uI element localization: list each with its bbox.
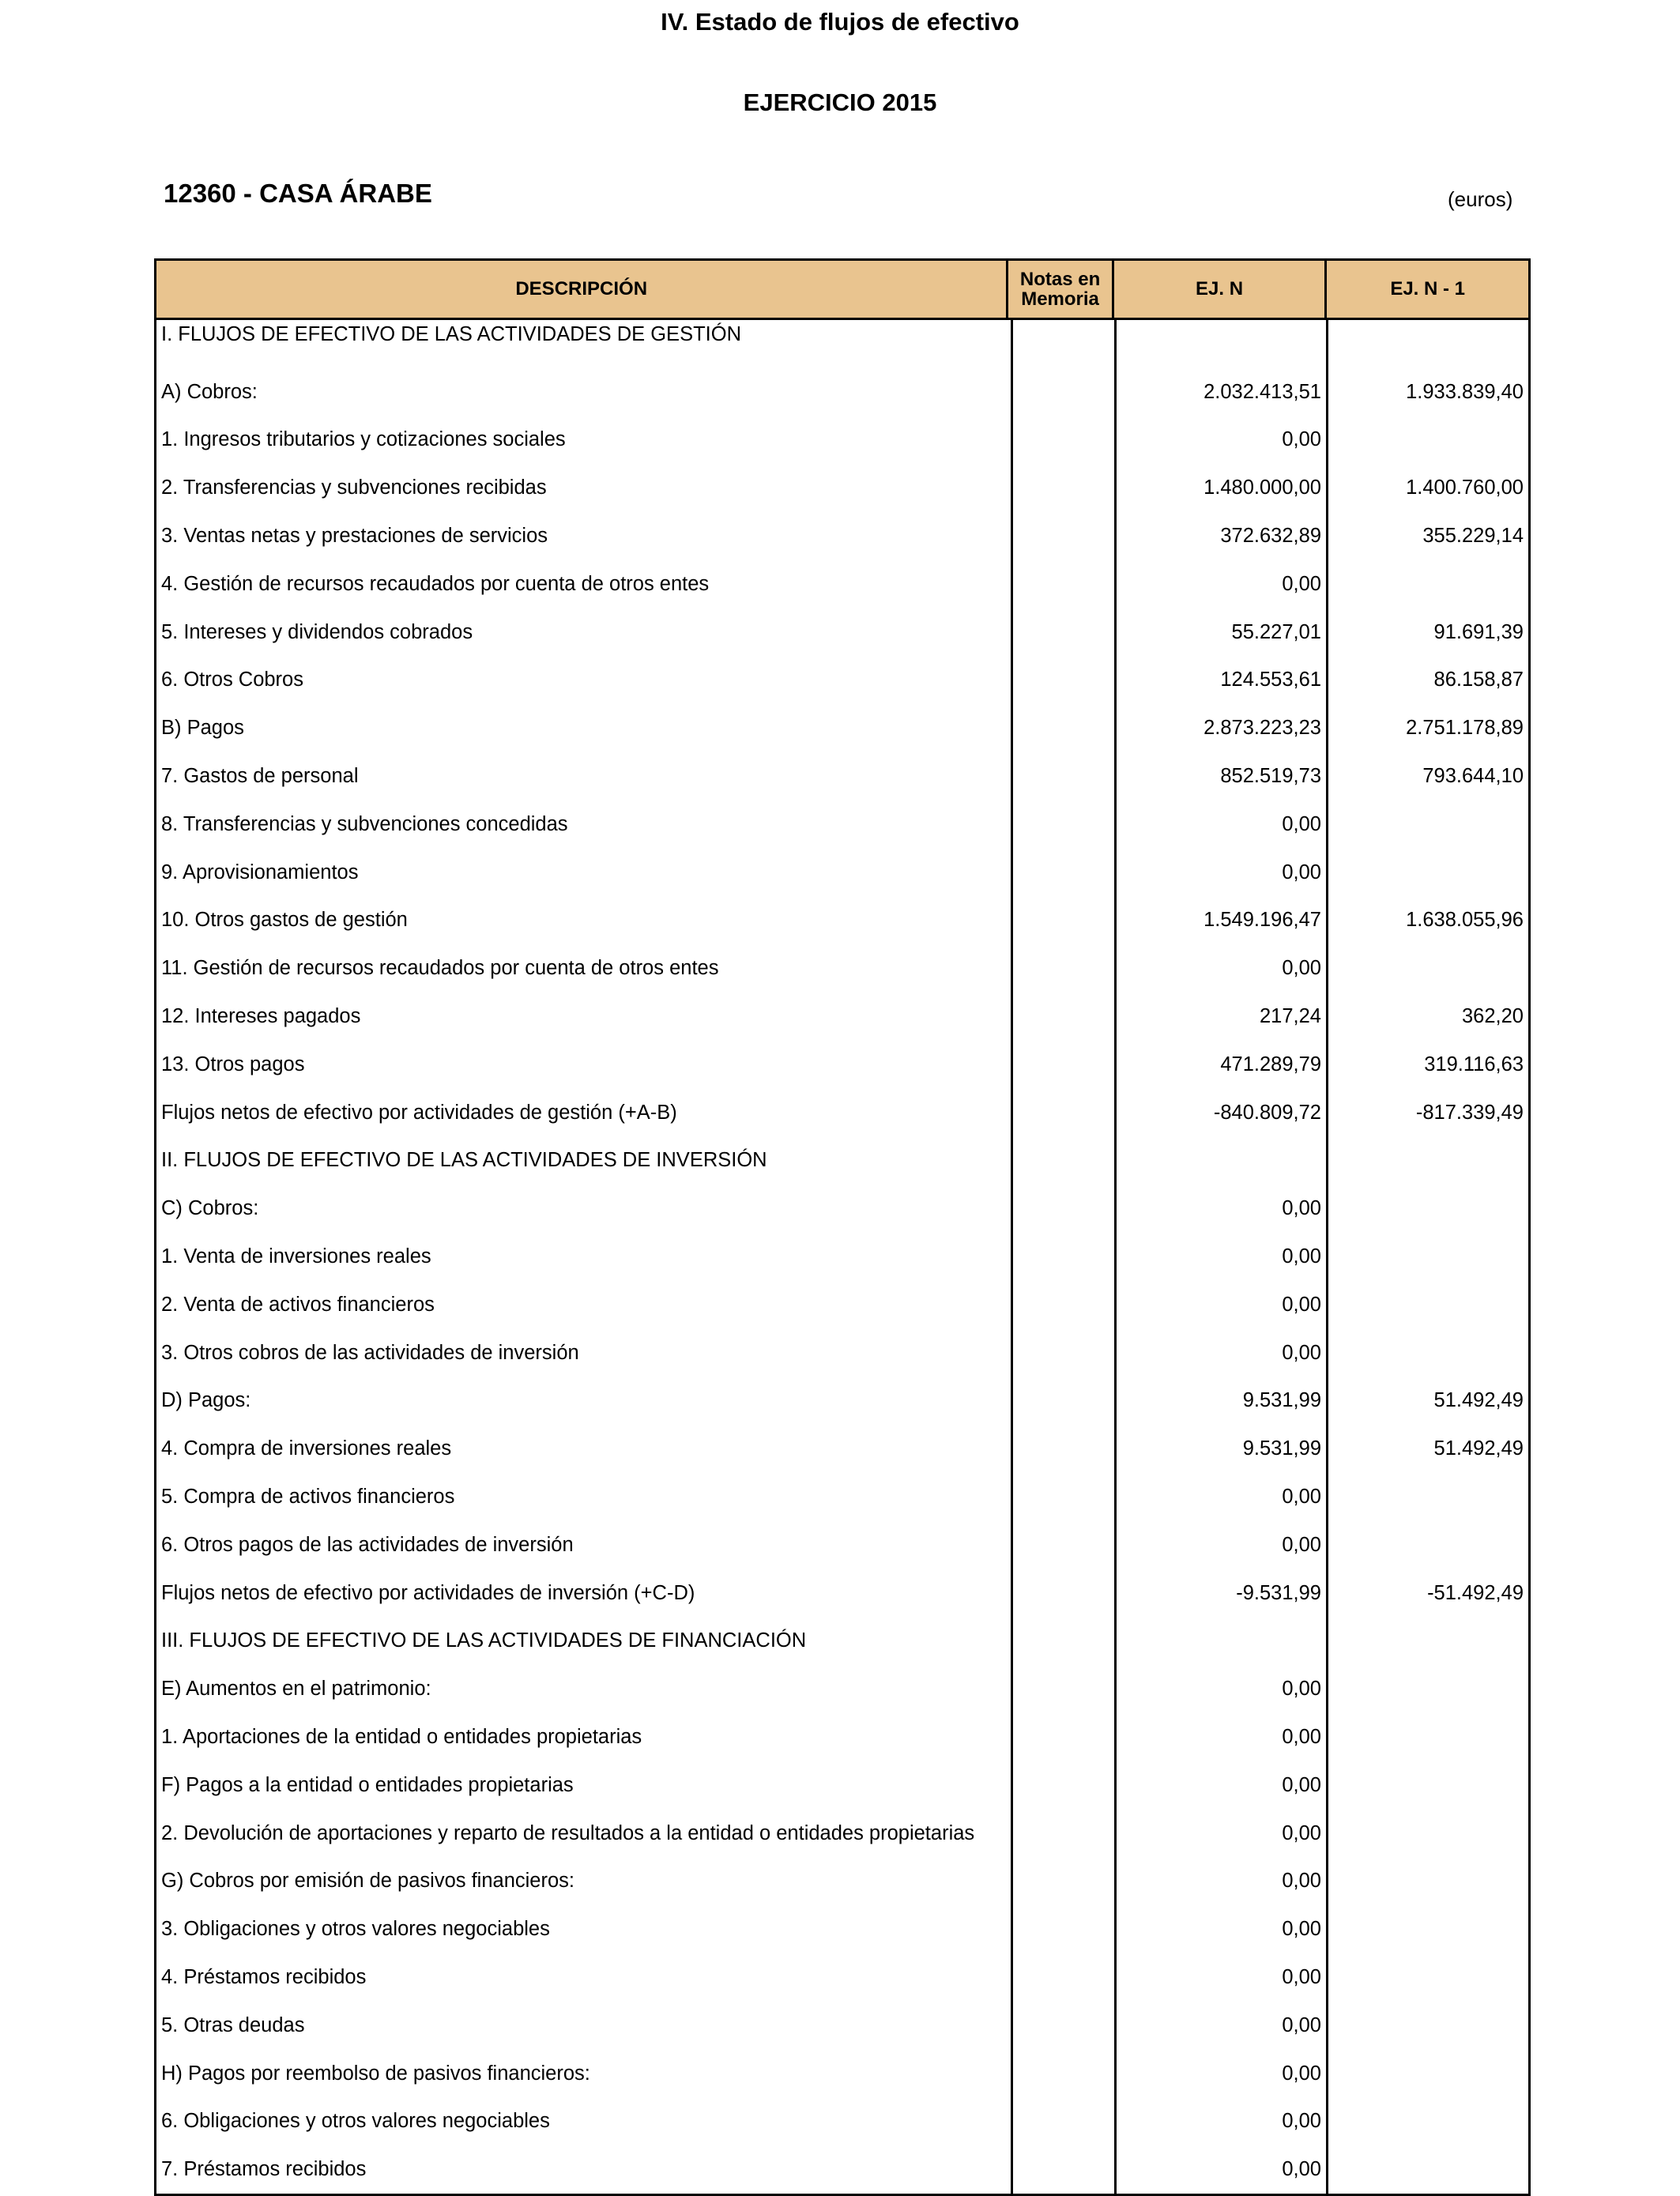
row-description: 7. Gastos de personal <box>161 765 359 788</box>
row-value-year-n: 55.227,01 <box>1114 608 1326 657</box>
table-row <box>156 1137 1528 1185</box>
row-description: 12. Intereses pagados <box>161 1005 361 1028</box>
row-value-year-n: 0,00 <box>1114 1233 1326 1281</box>
row-value-year-n-1 <box>1326 1521 1528 1569</box>
row-description: B) Pagos <box>161 717 244 740</box>
row-value-year-n: 9.531,99 <box>1114 1425 1326 1473</box>
row-value-year-n-1 <box>1326 560 1528 608</box>
row-notes <box>1011 1233 1114 1281</box>
row-description: 1. Ingresos tributarios y cotizaciones sociales <box>161 428 566 451</box>
row-notes <box>1011 1137 1114 1185</box>
column-header-year-n-1: EJ. N - 1 <box>1324 261 1528 318</box>
row-value-year-n: 1.480.000,00 <box>1114 464 1326 512</box>
table-row <box>156 993 1528 1041</box>
row-description: 11. Gestión de recursos recaudados por cuenta de otros entes <box>161 957 719 980</box>
row-value-year-n-1: 1.638.055,96 <box>1326 897 1528 945</box>
row-value-year-n: 0,00 <box>1114 1761 1326 1810</box>
row-notes <box>1011 2145 1114 2194</box>
table-row <box>156 1473 1528 1521</box>
row-notes <box>1011 897 1114 945</box>
row-notes <box>1011 416 1114 465</box>
row-notes <box>1011 800 1114 849</box>
row-value-year-n-1 <box>1326 2002 1528 2050</box>
table-row <box>156 2002 1528 2050</box>
row-value-year-n-1 <box>1326 800 1528 849</box>
row-description: 4. Préstamos recibidos <box>161 1965 367 1988</box>
row-value-year-n: 2.032.413,51 <box>1114 368 1326 416</box>
row-value-year-n-1 <box>1326 1233 1528 1281</box>
row-notes <box>1011 2002 1114 2050</box>
table-row <box>156 560 1528 608</box>
row-value-year-n-1: 362,20 <box>1326 993 1528 1041</box>
row-value-year-n: -840.809,72 <box>1114 1089 1326 1137</box>
row-description: E) Aumentos en el patrimonio: <box>161 1678 431 1701</box>
row-notes <box>1011 368 1114 416</box>
row-notes <box>1011 1089 1114 1137</box>
row-value-year-n: 0,00 <box>1114 1810 1326 1858</box>
row-value-year-n: 2.873.223,23 <box>1114 704 1326 752</box>
row-notes <box>1011 1041 1114 1089</box>
row-value-year-n: 9.531,99 <box>1114 1377 1326 1426</box>
row-description: 1. Venta de inversiones reales <box>161 1245 431 1268</box>
row-value-year-n-1: 1.933.839,40 <box>1326 368 1528 416</box>
row-description: 10. Otros gastos de gestión <box>161 909 408 932</box>
row-value-year-n-1 <box>1326 1329 1528 1377</box>
table-row <box>156 416 1528 465</box>
table-body <box>156 320 1528 2194</box>
page-title: IV. Estado de flujos de efectivo <box>661 8 1019 36</box>
row-value-year-n-1 <box>1326 1665 1528 1713</box>
row-notes <box>1011 1521 1114 1569</box>
row-value-year-n-1: 2.751.178,89 <box>1326 704 1528 752</box>
row-notes <box>1011 944 1114 993</box>
table-row <box>156 657 1528 705</box>
row-notes <box>1011 752 1114 800</box>
table-row <box>156 320 1528 368</box>
row-notes <box>1011 1618 1114 1666</box>
table-row <box>156 1089 1528 1137</box>
table-row <box>156 704 1528 752</box>
row-notes <box>1011 560 1114 608</box>
row-notes <box>1011 2050 1114 2098</box>
table-row <box>156 849 1528 897</box>
table-row <box>156 1858 1528 1906</box>
row-value-year-n: 0,00 <box>1114 849 1326 897</box>
row-value-year-n: 0,00 <box>1114 800 1326 849</box>
row-value-year-n <box>1114 320 1326 368</box>
row-description: Flujos netos de efectivo por actividades de gestión (+A-B) <box>161 1101 677 1124</box>
row-value-year-n: 0,00 <box>1114 2097 1326 2145</box>
row-value-year-n: 471.289,79 <box>1114 1041 1326 1089</box>
row-value-year-n: 0,00 <box>1114 416 1326 465</box>
row-value-year-n: -9.531,99 <box>1114 1569 1326 1618</box>
row-notes <box>1011 608 1114 657</box>
row-description: 5. Otras deudas <box>161 2013 305 2036</box>
row-value-year-n: 0,00 <box>1114 1329 1326 1377</box>
table-row <box>156 1905 1528 1953</box>
row-value-year-n: 0,00 <box>1114 1858 1326 1906</box>
table-row <box>156 1377 1528 1426</box>
row-notes <box>1011 1281 1114 1329</box>
row-value-year-n: 372.632,89 <box>1114 512 1326 560</box>
row-value-year-n: 0,00 <box>1114 2050 1326 2098</box>
table-row <box>156 1569 1528 1618</box>
row-value-year-n-1: -51.492,49 <box>1326 1569 1528 1618</box>
row-notes <box>1011 657 1114 705</box>
row-description: G) Cobros por emisión de pasivos financieros: <box>161 1870 574 1893</box>
row-notes <box>1011 2097 1114 2145</box>
table-row <box>156 1329 1528 1377</box>
table-row <box>156 2050 1528 2098</box>
row-description: II. FLUJOS DE EFECTIVO DE LAS ACTIVIDADES DE INVERSIÓN <box>161 1149 767 1172</box>
row-value-year-n-1: -817.339,49 <box>1326 1089 1528 1137</box>
entity-name: 12360 - CASA ÁRABE <box>164 179 432 208</box>
row-value-year-n-1: 51.492,49 <box>1326 1425 1528 1473</box>
row-notes <box>1011 1858 1114 1906</box>
row-description: 2. Transferencias y subvenciones recibidas <box>161 476 547 499</box>
row-value-year-n-1: 91.691,39 <box>1326 608 1528 657</box>
row-value-year-n: 852.519,73 <box>1114 752 1326 800</box>
cash-flow-table <box>154 258 1531 2196</box>
row-value-year-n: 0,00 <box>1114 560 1326 608</box>
table-row <box>156 464 1528 512</box>
row-notes <box>1011 1425 1114 1473</box>
row-notes <box>1011 849 1114 897</box>
table-row <box>156 897 1528 945</box>
row-value-year-n: 0,00 <box>1114 1281 1326 1329</box>
row-value-year-n-1 <box>1326 1185 1528 1233</box>
row-notes <box>1011 1473 1114 1521</box>
row-value-year-n-1: 319.116,63 <box>1326 1041 1528 1089</box>
row-description: 6. Otros Cobros <box>161 669 303 691</box>
row-value-year-n: 0,00 <box>1114 1521 1326 1569</box>
row-value-year-n-1 <box>1326 1473 1528 1521</box>
table-row <box>156 2097 1528 2145</box>
row-value-year-n-1 <box>1326 849 1528 897</box>
row-value-year-n-1 <box>1326 1810 1528 1858</box>
table-row <box>156 1810 1528 1858</box>
row-value-year-n: 0,00 <box>1114 1713 1326 1761</box>
row-description: 4. Gestión de recursos recaudados por cuenta de otros entes <box>161 572 710 595</box>
row-description: H) Pagos por reembolso de pasivos financieros: <box>161 2062 590 2085</box>
row-description: D) Pagos: <box>161 1389 251 1412</box>
row-value-year-n: 0,00 <box>1114 1473 1326 1521</box>
row-description: 3. Ventas netas y prestaciones de servicios <box>161 525 548 548</box>
row-value-year-n-1 <box>1326 1618 1528 1666</box>
row-value-year-n: 0,00 <box>1114 944 1326 993</box>
row-value-year-n: 0,00 <box>1114 1185 1326 1233</box>
table-row <box>156 1521 1528 1569</box>
row-description: 7. Préstamos recibidos <box>161 2158 367 2181</box>
row-description: 6. Obligaciones y otros valores negociables <box>161 2110 550 2133</box>
row-notes <box>1011 993 1114 1041</box>
row-notes <box>1011 512 1114 560</box>
table-row <box>156 800 1528 849</box>
table-row <box>156 1761 1528 1810</box>
row-value-year-n-1 <box>1326 1953 1528 2002</box>
row-value-year-n-1 <box>1326 416 1528 465</box>
row-notes <box>1011 1810 1114 1858</box>
row-value-year-n <box>1114 1137 1326 1185</box>
row-description: Flujos netos de efectivo por actividades de inversión (+C-D) <box>161 1581 695 1604</box>
row-value-year-n-1 <box>1326 2145 1528 2194</box>
row-notes <box>1011 464 1114 512</box>
row-description: 5. Compra de activos financieros <box>161 1486 455 1509</box>
row-notes <box>1011 1713 1114 1761</box>
table-header <box>156 261 1528 320</box>
row-value-year-n: 0,00 <box>1114 2002 1326 2050</box>
row-value-year-n: 0,00 <box>1114 1665 1326 1713</box>
row-description: 4. Compra de inversiones reales <box>161 1437 452 1460</box>
row-description: 3. Otros cobros de las actividades de inversión <box>161 1341 579 1364</box>
row-description: 2. Venta de activos financieros <box>161 1293 435 1316</box>
row-description: C) Cobros: <box>161 1197 259 1220</box>
row-description: F) Pagos a la entidad o entidades propietarias <box>161 1773 574 1796</box>
row-notes <box>1011 320 1114 368</box>
row-value-year-n-1: 1.400.760,00 <box>1326 464 1528 512</box>
table-row <box>156 1281 1528 1329</box>
table-row <box>156 2145 1528 2194</box>
table-row <box>156 944 1528 993</box>
row-notes <box>1011 1329 1114 1377</box>
row-value-year-n <box>1114 1618 1326 1666</box>
row-notes <box>1011 1665 1114 1713</box>
table-row <box>156 1233 1528 1281</box>
table-row <box>156 1425 1528 1473</box>
exercise-year: EJERCICIO 2015 <box>743 89 937 116</box>
row-description: A) Cobros: <box>161 380 258 403</box>
row-description: 2. Devolución de aportaciones y reparto de resultados a la entidad o entidades propietarias <box>161 1821 975 1844</box>
row-notes <box>1011 1569 1114 1618</box>
column-header-year-n: EJ. N <box>1112 261 1325 318</box>
row-notes <box>1011 1953 1114 2002</box>
column-header-description: DESCRIPCIÓN <box>515 278 648 300</box>
row-value-year-n: 0,00 <box>1114 1905 1326 1953</box>
table-row <box>156 752 1528 800</box>
row-description: I. FLUJOS DE EFECTIVO DE LAS ACTIVIDADES DE GESTIÓN <box>161 323 741 345</box>
row-value-year-n-1: 51.492,49 <box>1326 1377 1528 1426</box>
row-value-year-n-1 <box>1326 1281 1528 1329</box>
table-row <box>156 512 1528 560</box>
row-description: 13. Otros pagos <box>161 1053 305 1075</box>
table-row <box>156 1953 1528 2002</box>
row-description: III. FLUJOS DE EFECTIVO DE LAS ACTIVIDADES DE FINANCIACIÓN <box>161 1629 807 1652</box>
row-description: 1. Aportaciones de la entidad o entidades propietarias <box>161 1726 642 1748</box>
row-value-year-n: 1.549.196,47 <box>1114 897 1326 945</box>
table-row <box>156 1713 1528 1761</box>
row-value-year-n-1 <box>1326 1858 1528 1906</box>
row-value-year-n: 0,00 <box>1114 1953 1326 2002</box>
table-row <box>156 1185 1528 1233</box>
row-description: 5. Intereses y dividendos cobrados <box>161 620 473 643</box>
row-value-year-n: 217,24 <box>1114 993 1326 1041</box>
row-description: 3. Obligaciones y otros valores negociables <box>161 1918 550 1941</box>
row-value-year-n-1 <box>1326 320 1528 368</box>
row-notes <box>1011 1185 1114 1233</box>
table-row <box>156 1665 1528 1713</box>
row-value-year-n: 124.553,61 <box>1114 657 1326 705</box>
row-value-year-n-1: 86.158,87 <box>1326 657 1528 705</box>
table-row <box>156 608 1528 657</box>
column-header-notes: Notas en Memoria <box>1006 261 1111 318</box>
row-value-year-n-1 <box>1326 1761 1528 1810</box>
row-value-year-n-1 <box>1326 1137 1528 1185</box>
table-row <box>156 1041 1528 1089</box>
row-description: 6. Otros pagos de las actividades de inversión <box>161 1533 574 1556</box>
currency-units: (euros) <box>1448 187 1513 211</box>
table-row <box>156 1618 1528 1666</box>
row-value-year-n-1 <box>1326 1905 1528 1953</box>
row-notes <box>1011 1761 1114 1810</box>
row-value-year-n-1 <box>1326 944 1528 993</box>
row-description: 8. Transferencias y subvenciones concedidas <box>161 812 568 835</box>
table-row <box>156 368 1528 416</box>
row-value-year-n-1 <box>1326 2097 1528 2145</box>
row-notes <box>1011 1905 1114 1953</box>
row-value-year-n-1 <box>1326 2050 1528 2098</box>
row-notes <box>1011 704 1114 752</box>
row-description: 9. Aprovisionamientos <box>161 861 359 883</box>
row-value-year-n: 0,00 <box>1114 2145 1326 2194</box>
row-value-year-n-1 <box>1326 1713 1528 1761</box>
row-notes <box>1011 1377 1114 1426</box>
row-value-year-n-1: 793.644,10 <box>1326 752 1528 800</box>
row-value-year-n-1: 355.229,14 <box>1326 512 1528 560</box>
